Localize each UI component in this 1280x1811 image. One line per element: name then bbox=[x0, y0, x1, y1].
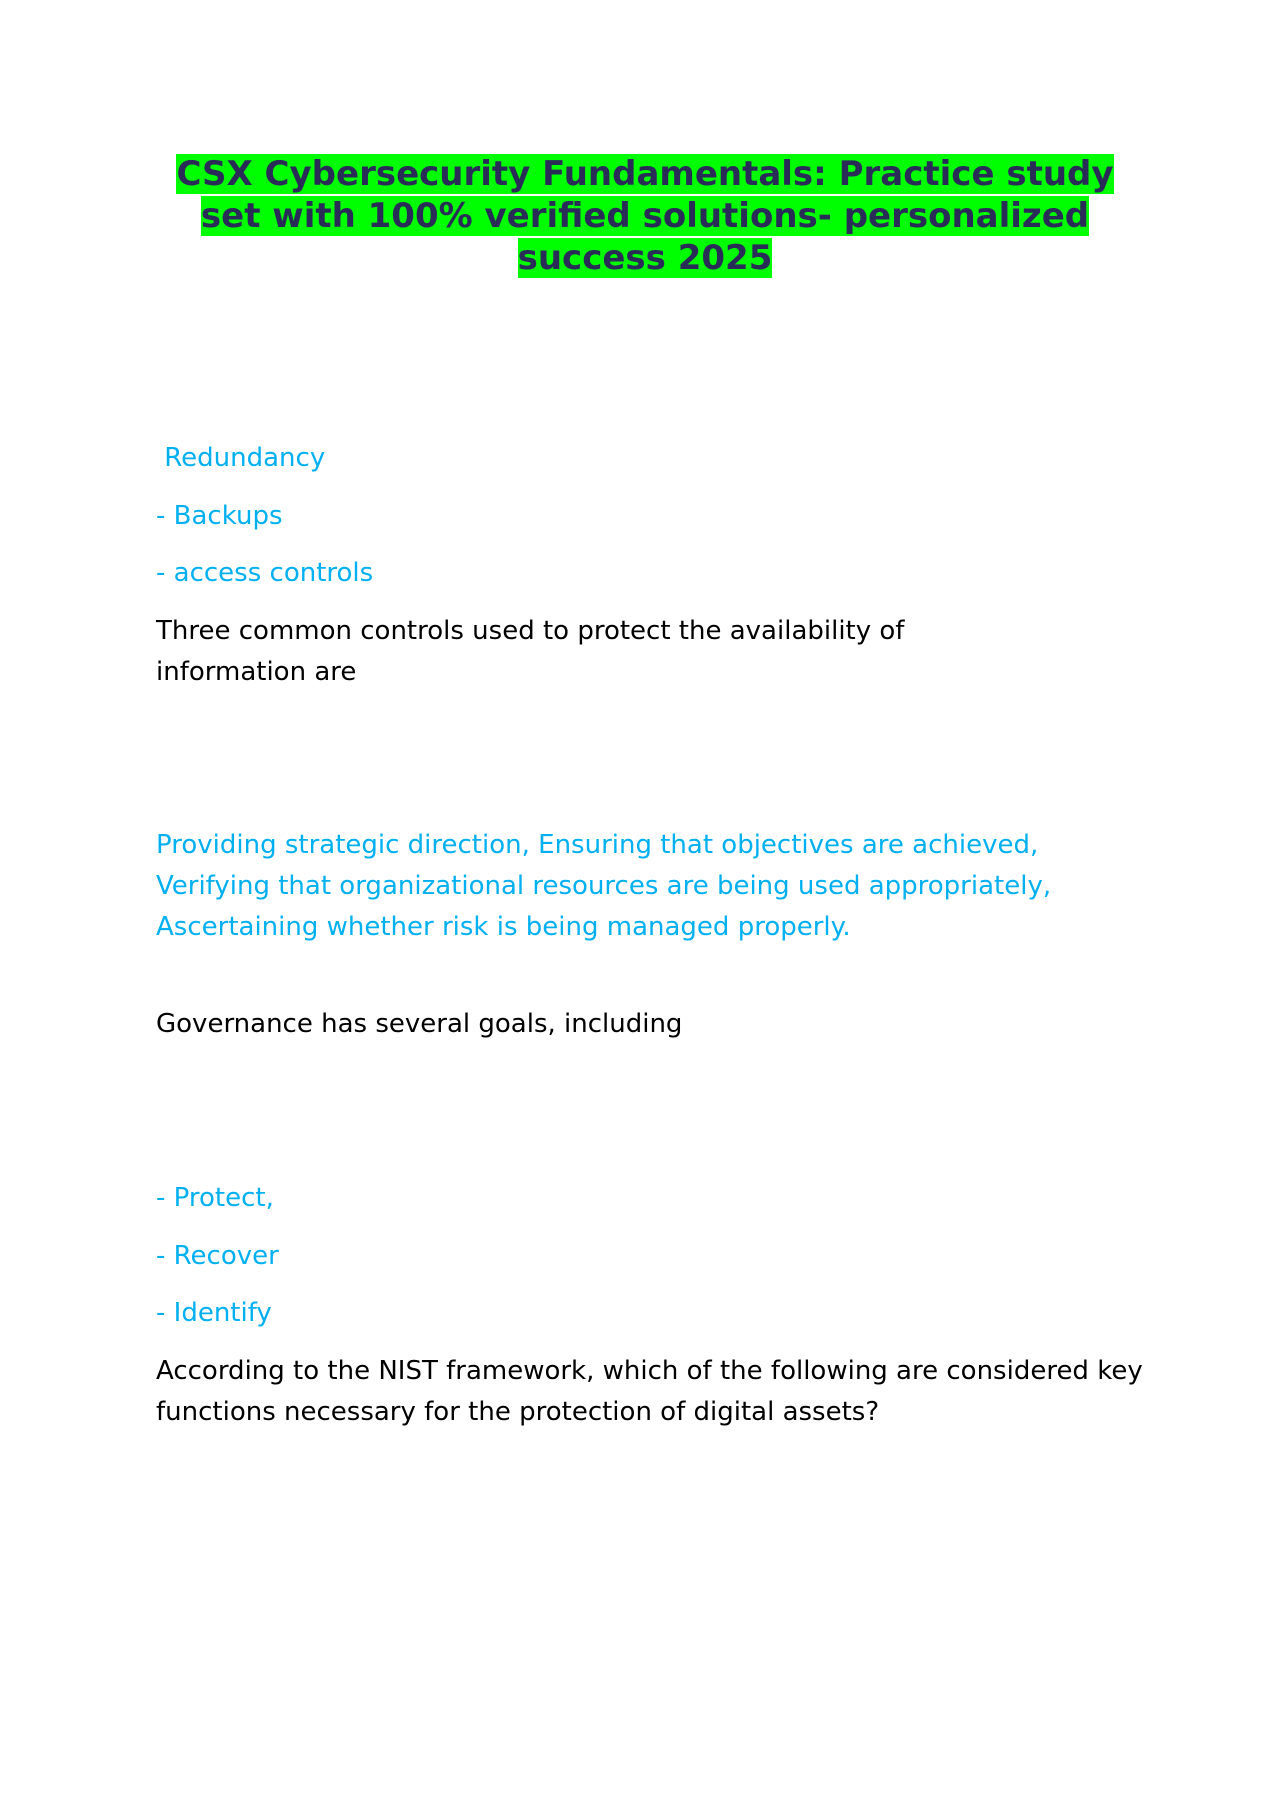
question-text: Three common controls used to protect the availability of information are bbox=[156, 616, 905, 687]
answer-line: - Identify bbox=[156, 1298, 272, 1328]
answer-line: Providing strategic direction, Ensuring that objectives are achieved, Verifying that organizational resources are being used appropriately, Ascertaining whether risk is being managed properly. bbox=[156, 830, 1052, 942]
answer-line: Redundancy bbox=[156, 443, 326, 473]
document-title bbox=[150, 153, 1140, 279]
answer-line: - Backups bbox=[156, 501, 283, 531]
question-text: According to the NIST framework, which of the following are considered key functions necessary for the protection of digital assets? bbox=[156, 1356, 1143, 1427]
answer-line: - Protect, bbox=[156, 1183, 274, 1213]
title-text: CSX Cybersecurity Fundamentals: Practice study set with 100% verified solutions- personalized success 2025 bbox=[176, 154, 1114, 278]
answer-line: - Recover bbox=[156, 1241, 279, 1271]
question-text: Governance has several goals, including bbox=[156, 1009, 683, 1039]
answer-line: - access controls bbox=[156, 558, 374, 588]
